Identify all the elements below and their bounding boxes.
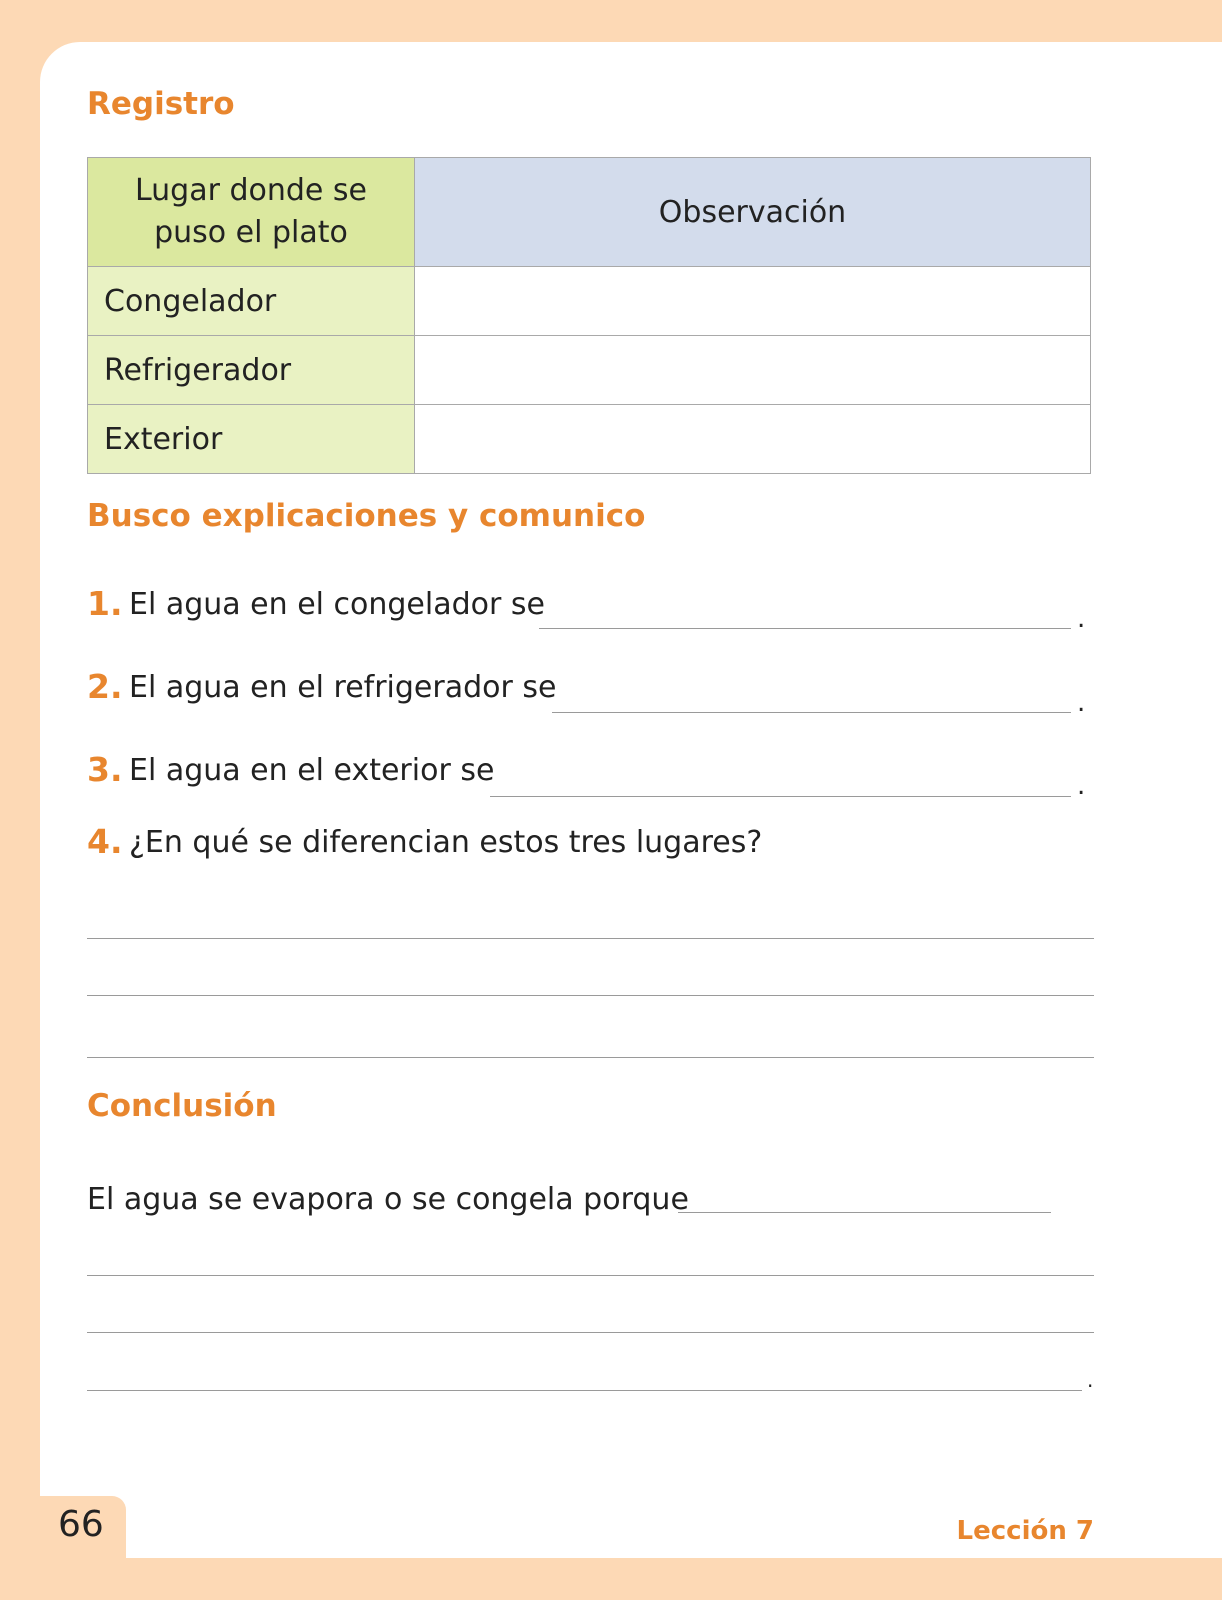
question-number-2: 2. xyxy=(87,667,123,706)
answer-line-2[interactable] xyxy=(552,712,1071,713)
page-number: 66 xyxy=(58,1504,104,1545)
conclusion-line-1[interactable] xyxy=(678,1212,1051,1213)
header-observation: Observación xyxy=(415,158,1091,267)
answer-line-1[interactable] xyxy=(539,628,1071,629)
question-text-2: El agua en el refrigerador se xyxy=(129,670,557,705)
question-number-3: 3. xyxy=(87,750,123,789)
question-text-1: El agua en el congelador se xyxy=(129,587,545,622)
question-end-2: . xyxy=(1077,688,1086,718)
answer-line-3[interactable] xyxy=(490,796,1071,797)
row-place-congelador: Congelador xyxy=(88,267,415,336)
question-number-1: 1. xyxy=(87,584,123,623)
table-row xyxy=(88,405,1091,474)
question-end-1: . xyxy=(1077,604,1086,634)
question-number-4: 4. xyxy=(87,822,123,861)
conclusion-line-4[interactable] xyxy=(87,1390,1082,1391)
observation-cell-congelador[interactable] xyxy=(415,267,1091,336)
answer-line-4a[interactable] xyxy=(87,938,1094,939)
registro-table xyxy=(87,157,1091,474)
conclusion-line-2[interactable] xyxy=(87,1275,1094,1276)
observation-cell-exterior[interactable] xyxy=(415,405,1091,474)
observation-cell-refrigerador[interactable] xyxy=(415,336,1091,405)
conclusion-line-3[interactable] xyxy=(87,1332,1094,1333)
answer-line-4b[interactable] xyxy=(87,995,1094,996)
section-title-registro: Registro xyxy=(87,86,235,122)
conclusion-text: El agua se evapora o se congela porque xyxy=(87,1182,689,1217)
question-text-3: El agua en el exterior se xyxy=(129,753,495,788)
table-row xyxy=(88,336,1091,405)
row-place-refrigerador: Refrigerador xyxy=(88,336,415,405)
section-title-conclusion: Conclusión xyxy=(87,1088,277,1124)
table-row xyxy=(88,267,1091,336)
row-place-exterior: Exterior xyxy=(88,405,415,474)
question-text-4: ¿En qué se diferencian estos tres lugares? xyxy=(129,825,763,860)
table-header-row xyxy=(88,158,1091,267)
answer-line-4c[interactable] xyxy=(87,1057,1094,1058)
header-place-label: Lugar donde se puso el plato xyxy=(134,173,368,250)
conclusion-end: . xyxy=(1087,1368,1094,1392)
lesson-label: Lección 7 xyxy=(956,1516,1094,1546)
question-end-3: . xyxy=(1077,771,1086,801)
section-title-busco: Busco explicaciones y comunico xyxy=(87,498,646,534)
header-place xyxy=(88,158,415,267)
